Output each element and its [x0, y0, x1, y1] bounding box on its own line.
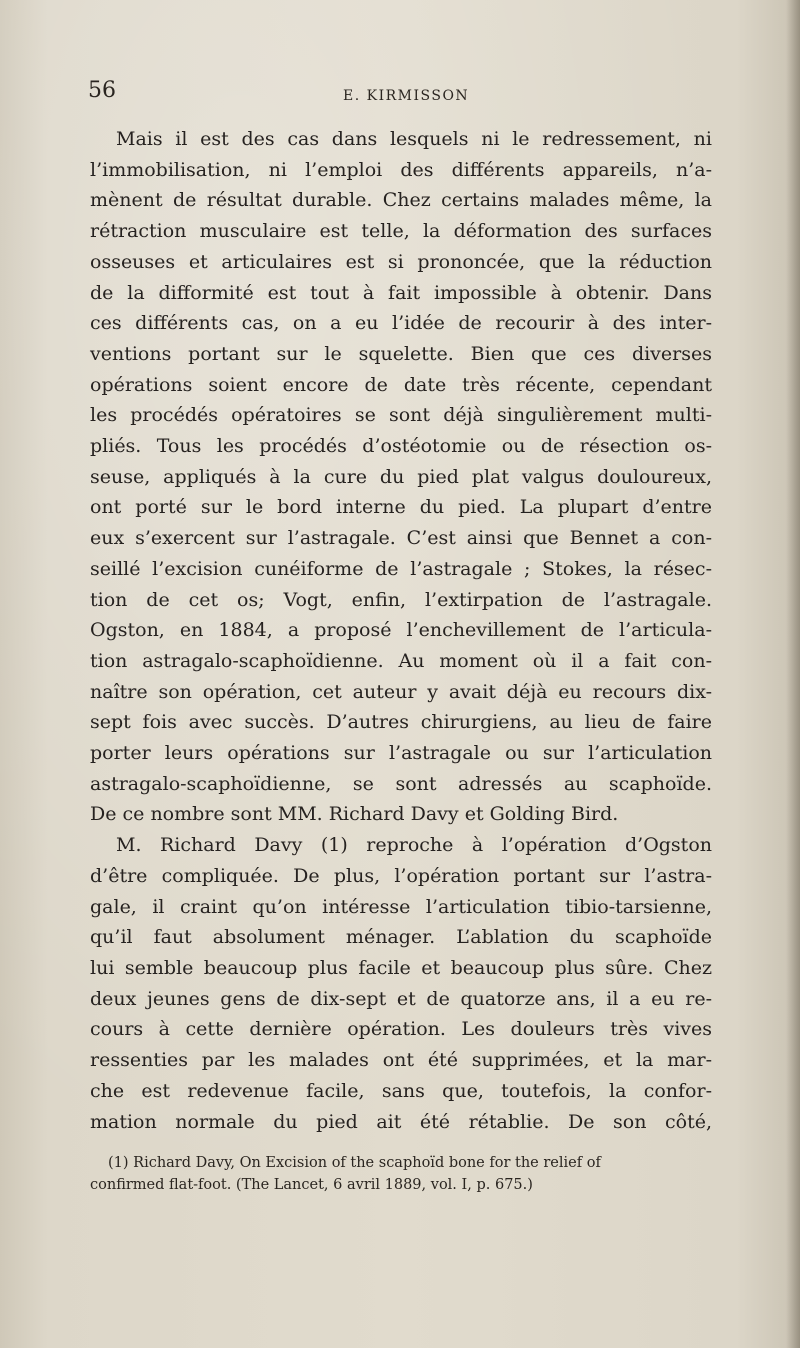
body-line: lui semble beaucoup plus facile et beaucoup plus sûre. Chez: [90, 956, 712, 979]
body-line: tion de cet os; Vogt, enfin, l’extirpation de l’astragale.: [90, 588, 712, 611]
body-line: astragalo-scaphoïdienne, se sont adressés au scaphoïde.: [90, 772, 712, 795]
page-header: [88, 78, 712, 114]
body-line: sept fois avec succès. D’autres chirurgiens, au lieu de faire: [90, 711, 712, 734]
body-line: tion astragalo-scaphoïdienne. Au moment où il a fait con-: [90, 649, 712, 672]
footnote-line: (1) Richard Davy, On Excision of the scaphoïd bone for the relief of: [108, 1155, 601, 1171]
page-edge-shadow: [786, 0, 800, 1348]
body-line: mènent de résultat durable. Chez certains malades même, la: [90, 189, 712, 212]
body-line: ressenties par les malades ont été supprimées, et la mar-: [90, 1049, 712, 1072]
body-line: opérations soient encore de date très récente, cependant: [90, 373, 712, 396]
body-line: les procédés opératoires se sont déjà singulièrement multi-: [90, 404, 712, 427]
body-line: ces différents cas, on a eu l’idée de recourir à des inter-: [90, 312, 712, 335]
body-line: gale, il craint qu’on intéresse l’articulation tibio-tarsienne,: [90, 895, 712, 918]
body-line: Mais il est des cas dans lesquels ni le redressement, ni: [116, 128, 712, 150]
footnote-line: confirmed flat-foot. (The Lancet, 6 avril 1889, vol. I, p. 675.): [90, 1177, 533, 1193]
body-line: Ogston, en 1884, a proposé l’enchevillement de l’articula-: [90, 619, 712, 642]
body-line: d’être compliquée. De plus, l’opération portant sur l’astra-: [90, 864, 712, 887]
body-line: de la difformité est tout à fait impossible à obtenir. Dans: [90, 281, 712, 304]
body-line: ventions portant sur le squelette. Bien que ces diverses: [90, 342, 712, 365]
body-line: l’immobilisation, ni l’emploi des différents appareils, n’a-: [90, 158, 712, 181]
body-line: pliés. Tous les procédés d’ostéotomie ou de résection os-: [90, 435, 712, 458]
body-line: qu’il faut absolument ménager. L’ablation du scaphoïde: [90, 926, 712, 949]
body-line: mation normale du pied ait été rétablie. De son côté,: [90, 1110, 712, 1133]
body-line: che est redevenue facile, sans que, toutefois, la confor-: [90, 1079, 712, 1102]
body-line: De ce nombre sont MM. Richard Davy et Golding Bird.: [90, 803, 619, 826]
body-line: porter leurs opérations sur l’astragale ou sur l’articulation: [90, 742, 712, 765]
body-line: eux s’exercent sur l’astragale. C’est ainsi que Bennet a con-: [90, 527, 712, 550]
body-line: M. Richard Davy (1) reproche à l’opération d’Ogston: [116, 834, 712, 857]
running-head: E. KIRMISSON: [343, 88, 470, 104]
body-line: cours à cette dernière opération. Les douleurs très vives: [90, 1018, 712, 1041]
body-line: naître son opération, cet auteur y avait déjà eu recours dix-: [90, 680, 712, 703]
page-number: 56: [88, 78, 116, 103]
footnote: [90, 1152, 712, 1196]
body-line: ont porté sur le bord interne du pied. La plupart d’entre: [90, 496, 712, 519]
body-line: seillé l’excision cunéiforme de l’astragale ; Stokes, la résec-: [90, 557, 712, 580]
body-line: osseuses et articulaires est si prononcée, que la réduction: [90, 250, 712, 273]
body-line: rétraction musculaire est telle, la déformation des surfaces: [90, 220, 712, 243]
body-line: deux jeunes gens de dix-sept et de quatorze ans, il a eu re-: [90, 987, 712, 1010]
body-line: seuse, appliqués à la cure du pied plat valgus douloureux,: [90, 465, 712, 488]
body-text: [90, 124, 712, 1137]
